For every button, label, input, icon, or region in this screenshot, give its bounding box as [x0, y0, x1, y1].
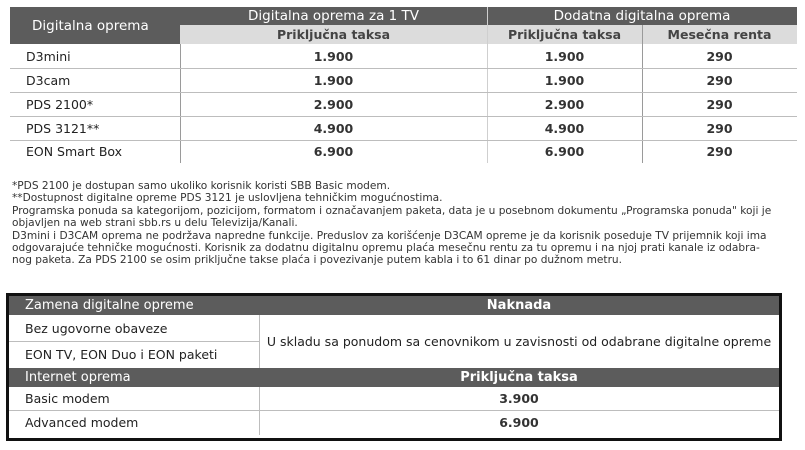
footnote-line: D3mini i D3CAM oprema ne podržava napredne funkcije. Preduslov za korišćenje D3CAM opreme je da korisnik poseduje TV prijemnik koji ima [12, 229, 767, 242]
rent-value: 290 [706, 96, 733, 112]
tv1-fee-value: 1.900 [313, 72, 354, 88]
modem-fee: 3.900 [499, 391, 539, 406]
col-add-fee-header: Priključna taksa [507, 27, 622, 42]
rent-value: 290 [706, 120, 733, 136]
col-tv1-fee-header: Priključna taksa [276, 27, 391, 42]
internet-header-left: Internet oprema [25, 370, 131, 385]
rent-value: 290 [706, 72, 733, 88]
add-fee-value: 6.900 [544, 144, 585, 159]
modem-fee: 6.900 [499, 414, 539, 430]
add-fee-value: 4.900 [544, 120, 585, 136]
tv1-fee-value: 2.900 [313, 96, 354, 112]
equipment-name: D3cam [26, 72, 71, 88]
footnote-line: nog paketa. Za PDS 2100 se osim priključne takse plaća i povezivanje putem kabla i to 61 dinar po dužnom metru. [12, 254, 623, 267]
replacement-row-label: EON TV, EON Duo i EON paketi [25, 347, 218, 362]
add-fee-value: 1.900 [544, 72, 585, 88]
footnote-line: odgovarajuće tehničke mogućnosti. Korisnik za dodatnu digitalnu opremu plaća mesečnu rentu za tu opremu i na njoj prati kanale iz odabra- [12, 242, 760, 255]
tv1-fee-value: 1.900 [313, 48, 354, 64]
group2-title: Dodatna digitalna oprema [553, 8, 731, 24]
add-fee-value: 1.900 [544, 48, 585, 64]
footnote-line: objavljen na web strani sbb.rs u delu Televizija/Kanali. [12, 217, 298, 230]
replacement-fee-text: U skladu sa ponudom sa cenovnikom u zavisnosti od odabrane digitalne opreme [266, 334, 772, 349]
equipment-name: EON Smart Box [26, 144, 123, 159]
replacement-row-label: Bez ugovorne obaveze [25, 320, 168, 336]
equipment-name: PDS 3121** [26, 120, 100, 136]
footnote-line: Programska ponuda sa kategorijom, pozicijom, formatom i označavanjem paketa, data je u posebnom dokumentu „Programska ponuda" koji je [12, 204, 772, 217]
add-fee-value: 2.900 [544, 96, 585, 112]
rent-value: 290 [706, 144, 733, 159]
equipment-name: PDS 2100* [26, 96, 94, 112]
equipment-name: D3mini [26, 48, 71, 64]
footnote-line: *PDS 2100 je dostupan samo ukoliko korisnik koristi SBB Basic modem. [12, 180, 391, 192]
col-rent-header: Mesečna renta [667, 27, 772, 42]
replacement-internet-box [6, 293, 782, 441]
replacement-header-left: Zamena digitalne opreme [25, 298, 194, 313]
internet-header-right: Priključna taksa [460, 370, 578, 385]
tv1-fee-value: 4.900 [313, 120, 354, 136]
tv1-fee-value: 6.900 [313, 144, 354, 159]
group1-title: Digitalna oprema za 1 TV [247, 8, 420, 24]
replacement-header-right: Naknada [486, 298, 552, 313]
rent-value: 290 [706, 48, 733, 64]
modem-name: Advanced modem [25, 414, 139, 430]
footnotes [12, 180, 797, 267]
pricing-table [10, 7, 797, 163]
row-header-label: Digitalna oprema [32, 17, 149, 34]
modem-name: Basic modem [25, 391, 110, 406]
footnote-line: **Dostupnost digitalne opreme PDS 3121 je uslovljena tehničkim mogućnostima. [12, 192, 443, 205]
